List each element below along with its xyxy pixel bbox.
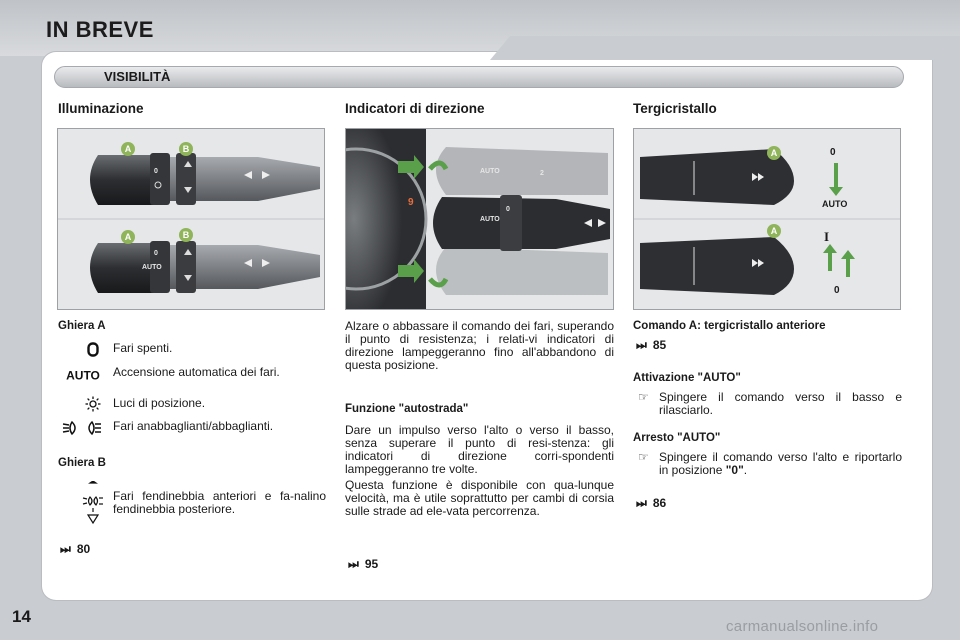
ring-b-text: Fari fendinebbia anteriori e fa-nalino fendinebbia posteriore. <box>113 489 326 516</box>
section-bar <box>54 66 904 88</box>
motorway-text-1: Dare un impulso verso l'alto o verso il basso, senza superare il punto di resi-stenza: gli indicatori di direzione corri-spondenti lampeggeranno tre volte. <box>345 423 614 476</box>
ring-a-title: Ghiera A <box>58 320 106 332</box>
auto-off-text <box>659 451 902 477</box>
fog-lights-icon <box>80 480 106 526</box>
badge-a-bottom: A <box>124 232 132 242</box>
stalk-label-zero-bottom: 0 <box>154 250 158 257</box>
auto-off-text-main: Spingere il comando verso l'alto e riportarlo in posizione <box>659 450 902 477</box>
wiper-arrow-up-icon <box>823 244 837 271</box>
wipers-command-title: Comando A: tergicristallo anteriore <box>633 320 826 332</box>
wiper-badge-a-top: A <box>770 148 778 158</box>
motorway-text-2: Questa funzione è disponibile con qua-lunque velocità, ma è utile soprattutto per cambi di corsia sulle strade ad ele-vata percorrenza. <box>345 478 614 518</box>
ind-label-auto: AUTO <box>480 216 500 223</box>
stalk-label-auto-bottom: AUTO <box>142 264 162 271</box>
auto-icon <box>64 367 102 383</box>
auto-off-text-end: . <box>743 463 748 477</box>
auto-off-text-value: "0" <box>725 463 744 477</box>
headlights-icon <box>62 419 102 437</box>
watermark: carmanualsonline.info <box>726 618 879 635</box>
ring-a-item-3: Fari anabbaglianti/abbaglianti. <box>113 419 274 433</box>
ind-label-auto-ghost: AUTO <box>480 168 500 175</box>
ref-lighting-page: 80 <box>76 542 91 556</box>
ring-a-item-1: Accensione automatica dei fari. <box>113 365 280 379</box>
sun-icon <box>84 395 102 413</box>
ring-b-title: Ghiera B <box>58 457 106 469</box>
ref-arrow-icon: ⏭ <box>60 542 71 556</box>
wiper-arrow-down-icon <box>829 163 843 196</box>
wiper-badge-a-bottom: A <box>770 226 778 236</box>
badge-a-top: A <box>124 144 132 154</box>
panel-tab-cut <box>490 36 960 60</box>
ref-wipers-1[interactable] <box>636 338 666 353</box>
heading-indicators: Indicatori di direzione <box>345 101 485 116</box>
lighting-stalk-image <box>57 128 325 310</box>
stalk-label-zero-top: 0 <box>154 168 158 175</box>
ind-label-zero: 0 <box>506 206 510 213</box>
auto-on-text: Spingere il comando verso il basso e rilasciarlo. <box>659 390 902 417</box>
ind-label-two: 2 <box>540 170 544 177</box>
wiper-arrow-return-icon <box>841 250 855 277</box>
ref-wipers-2-page: 86 <box>652 496 667 510</box>
indicators-stalk-image <box>345 128 614 310</box>
pointing-hand-icon: ☞ <box>638 450 649 464</box>
ref-lighting[interactable] <box>60 542 90 557</box>
ref-arrow-icon: ⏭ <box>348 557 359 571</box>
ref-wipers-1-page: 85 <box>652 338 667 352</box>
zero-icon <box>84 341 102 357</box>
wiper-label-auto: AUTO <box>822 199 848 209</box>
heading-wipers: Tergicristallo <box>633 101 717 116</box>
wipers-stalk-image <box>633 128 901 310</box>
pointing-hand-icon: ☞ <box>638 390 649 404</box>
page-title: IN BREVE <box>46 17 154 42</box>
ref-arrow-icon: ⏭ <box>636 496 647 510</box>
section-title: VISIBILITÀ <box>104 69 171 84</box>
badge-b-bottom: B <box>182 230 190 240</box>
auto-icon-text: AUTO <box>66 368 100 382</box>
ref-indicators-page: 95 <box>364 557 379 571</box>
ref-wipers-2[interactable] <box>636 496 666 511</box>
heading-lighting: Illuminazione <box>58 101 144 116</box>
wiper-label-one: I <box>824 229 830 244</box>
wiper-label-zero-top: 0 <box>830 147 836 158</box>
motorway-title: Funzione "autostrada" <box>345 403 469 415</box>
ring-a-item-0: Fari spenti. <box>113 341 173 355</box>
page-number: 14 <box>12 607 31 626</box>
indicators-text: Alzare o abbassare il comando dei fari, superando il punto di resistenza; i relati-vi indicatori di direzione lampeggeranno fino all'abbandono di questa posizione. <box>345 319 614 372</box>
auto-on-title: Attivazione "AUTO" <box>633 372 741 384</box>
badge-b-top: B <box>182 144 190 154</box>
ind-label-nine: 9 <box>408 197 414 208</box>
ref-arrow-icon: ⏭ <box>636 338 647 352</box>
auto-off-title: Arresto "AUTO" <box>633 432 721 444</box>
ref-indicators[interactable] <box>348 557 378 572</box>
wiper-label-zero-bottom: 0 <box>834 285 840 296</box>
ring-a-item-2: Luci di posizione. <box>113 396 206 410</box>
